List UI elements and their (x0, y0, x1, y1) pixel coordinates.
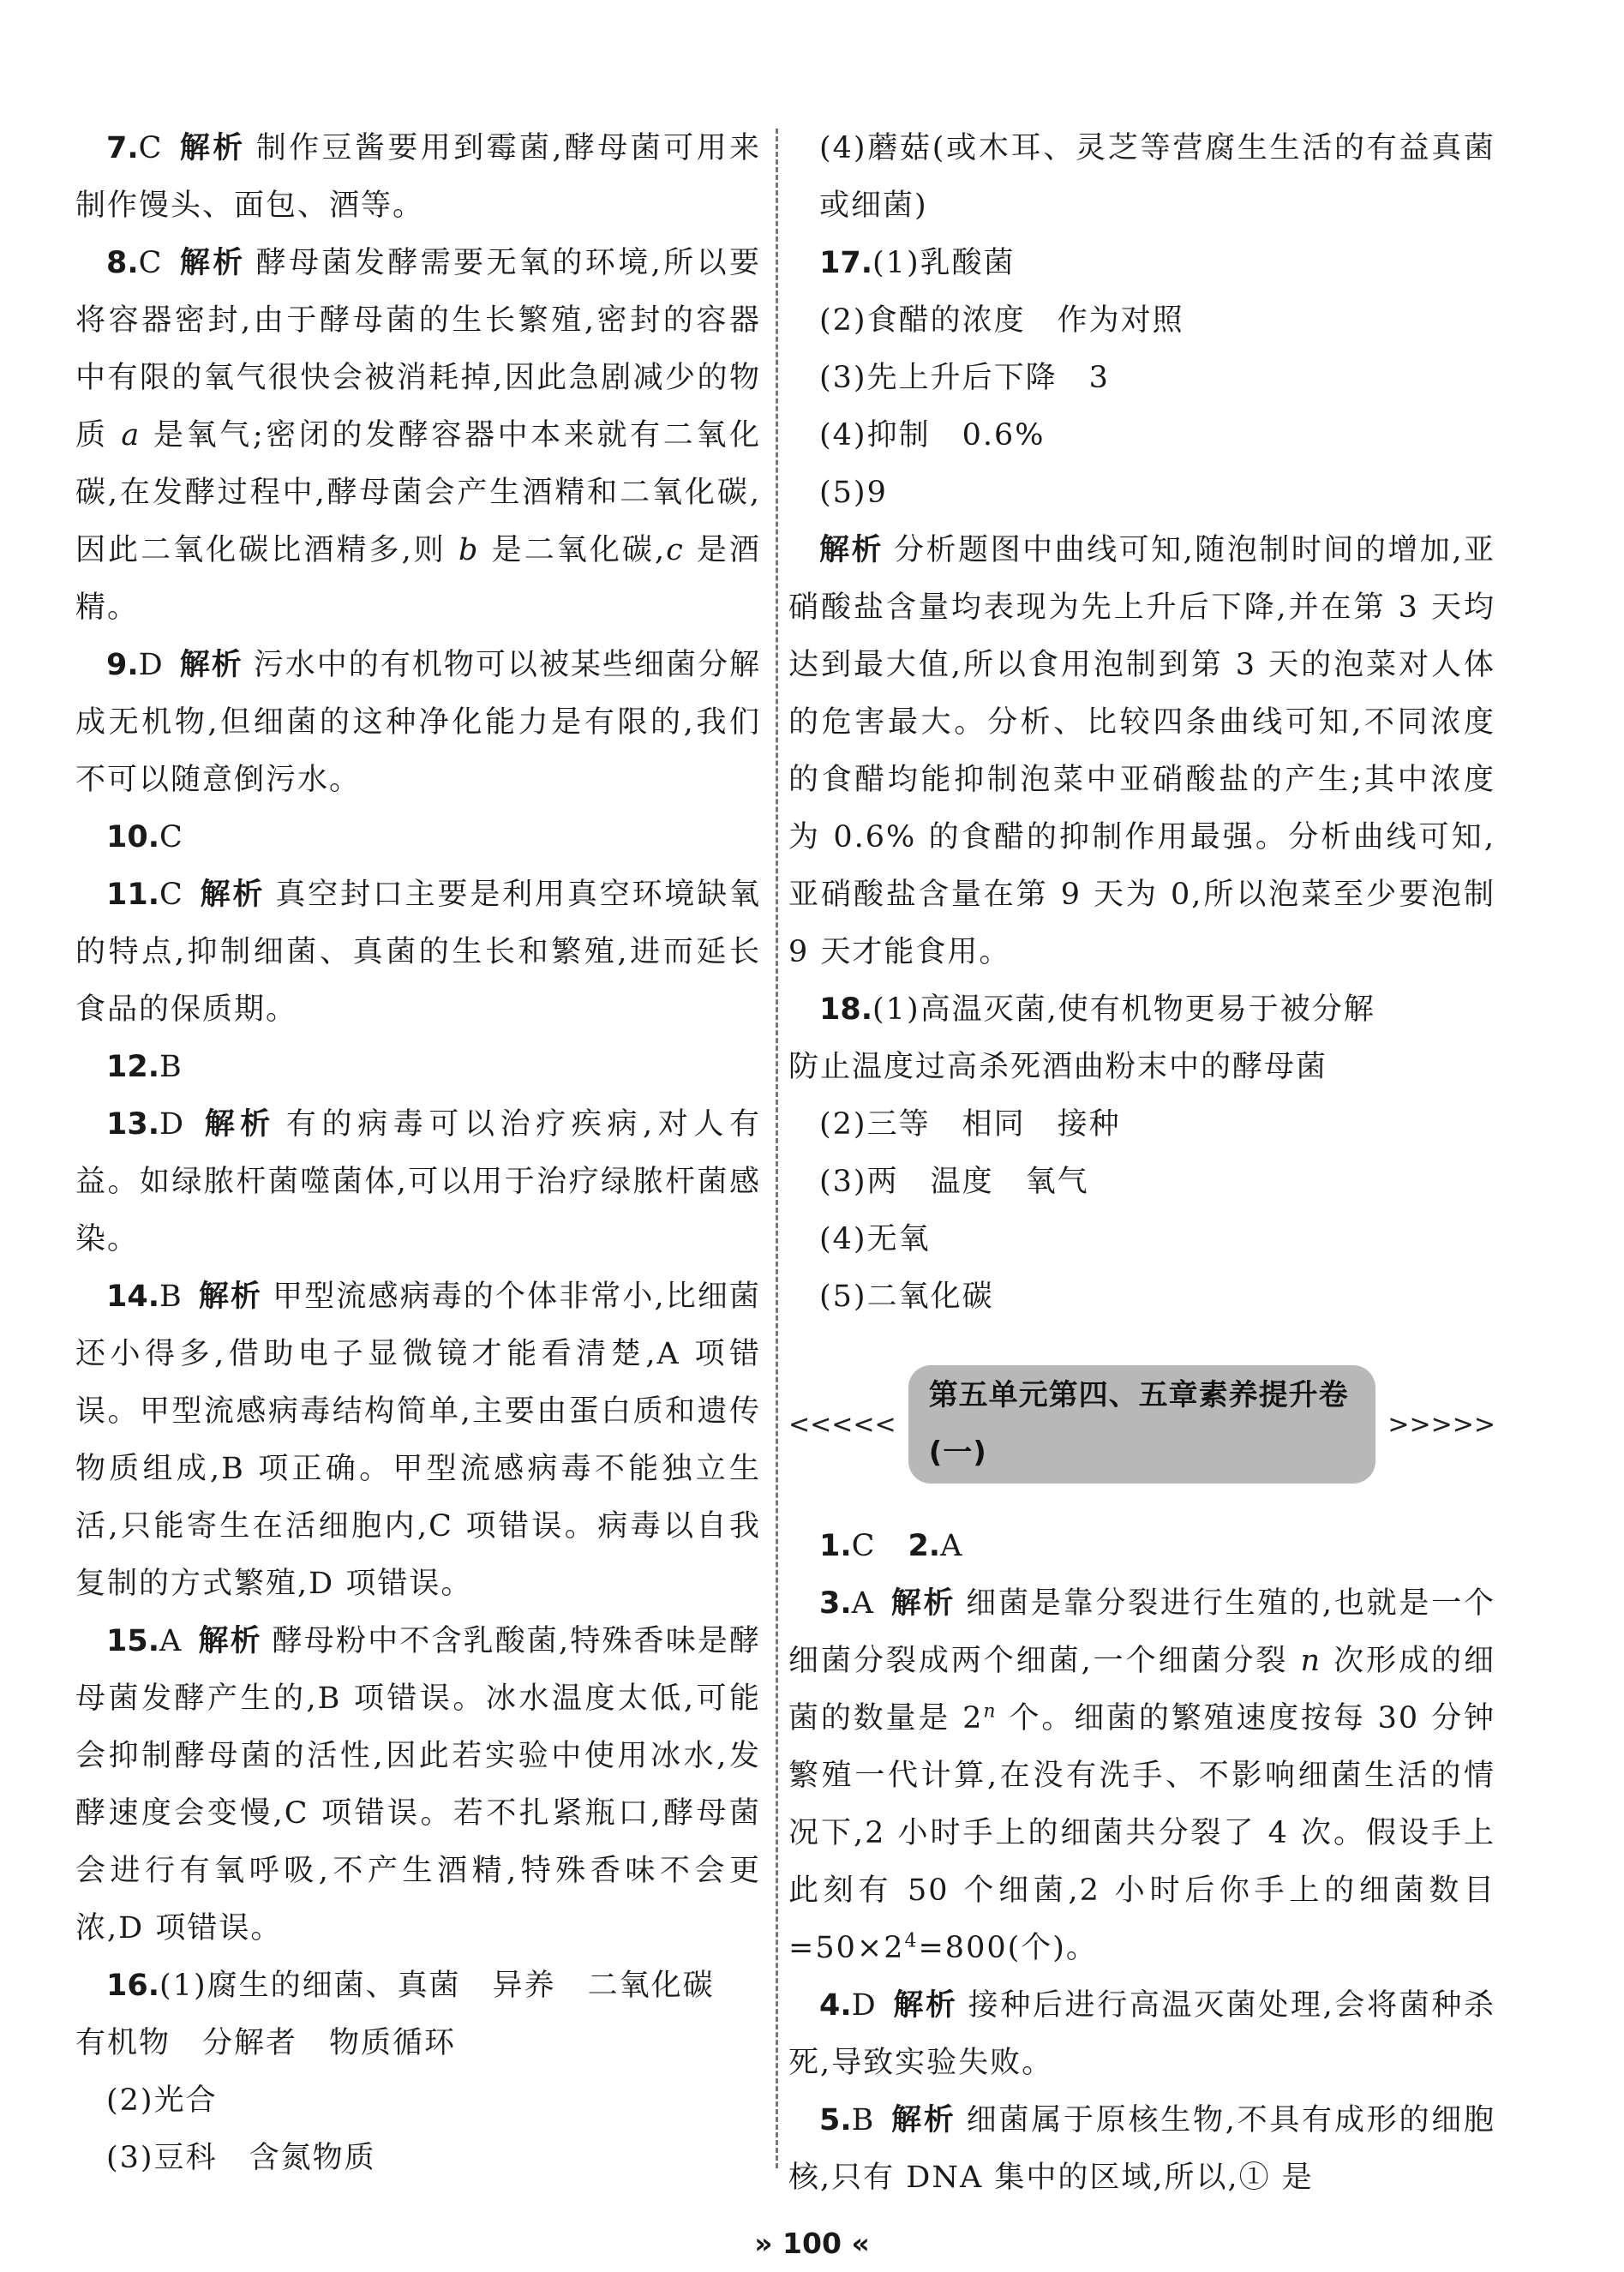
section-title: 第五单元第四、五章素养提升卷(一) (908, 1365, 1376, 1484)
answer-9: 9.D 解析 污水中的有机物可以被某些细菌分解成无机物,但细菌的这种净化能力是有限的,我们不可以随意倒污水。 (75, 648, 761, 797)
footer-left-mark: » (754, 2227, 773, 2260)
left-arrows: <<<<< (788, 1409, 896, 1440)
answer-16-line4: (3)豆科 含氮物质 (106, 2141, 376, 2175)
answer-16-line5: (4)蘑菇(或木耳、灵芝等营腐生生活的有益真菌或细菌) (819, 131, 1495, 223)
answer-17-line2: (2)食醋的浓度 作为对照 (819, 303, 1184, 338)
answer-18-line2: (2)三等 相同 接种 (819, 1107, 1121, 1142)
answer-13: 13.D 解析 有的病毒可以治疗疾病,对人有益。如绿脓杆菌噬菌体,可以用于治疗绿脓杆菌感染。 (75, 1107, 761, 1256)
answer-12: 12.B (106, 1050, 183, 1084)
answer-18-line1: 18.(1)高温灭菌,使有机物更易于被分解 (819, 992, 1375, 1027)
answer-17-line3: (3)先上升后下降 3 (819, 361, 1110, 395)
answer-17-analysis: 解析 分析题图中曲线可知,随泡制时间的增加,亚硝酸盐含量均表现为先上升后下降,并在第 3 天均达到最大值,所以食用泡制到第 3 天的泡菜对人体的危害最大。分析、比较四条曲线可知,不同浓度的食醋均能抑制泡菜中亚硝酸盐的产生;其中浓度为 0.6% 的食醋的抑制作用最强。分析曲线可知,亚硝酸盐含量在第 9 天为 0,所以泡菜至少要泡制 9 天才能食用。 (788, 533, 1495, 969)
answer-11: 11.C 解析 真空封口主要是利用真空环境缺氧的特点,抑制细菌、真菌的生长和繁殖,进而延长食品的保质期。 (75, 878, 761, 1027)
right-arrows: >>>>> (1387, 1409, 1495, 1440)
answer-17-line5: (5)9 (819, 476, 888, 510)
answer-16-line3: (2)光合 (106, 2083, 218, 2118)
page-footer (0, 2227, 1624, 2260)
answer-s3: 3.A 解析 细菌是靠分裂进行生殖的,也就是一个细菌分裂成两个细菌,一个细菌分裂 n 次形成的细菌的数量是 2$^n$ 个。细菌的繁殖速度按每 30 分钟繁殖一代计算,在没有洗手、不影响细菌生活的情况下,2 小时手上的细菌共分裂了 4 次。假设手上此刻有 50 个细菌,2 小时后你手上的细菌数目$=50\times 2^4=800$(个)。 (788, 1586, 1495, 1965)
answer-14: 14.B 解析 甲型流感病毒的个体非常小,比细菌还小得多,借助电子显微镜才能看清楚,A 项错误。甲型流感病毒结构简单,主要由蛋白质和遗传物质组成,B 项正确。甲型流感病毒不能独立生活,只能寄生在活细胞内,C 项错误。病毒以自我复制的方式繁殖,D 项错误。 (75, 1280, 761, 1601)
footer-right-mark: « (851, 2227, 870, 2260)
answer-7: 7.C 解析 制作豆酱要用到霉菌,酵母菌可用来制作馒头、面包、酒等。 (75, 131, 761, 223)
answer-s4: 4.D 解析 接种后进行高温灭菌处理,会将菌种杀死,导致实验失败。 (788, 1988, 1495, 2080)
answer-8: 8.C 解析 酵母菌发酵需要无氧的环境,所以要将容器密封,由于酵母菌的生长繁殖,密封的容器中有限的氧气很快会被消耗掉,因此急剧减少的物质 a 是氧气;密闭的发酵容器中本来就有二氧化碳,在发酵过程中,酵母菌会产生酒精和二氧化碳,因此二氧化碳比酒精多,则 b 是二氧化碳,c 是酒精。 (75, 246, 761, 625)
answer-18-line1b: 防止温度过高杀死酒曲粉末中的酵母菌 (788, 1050, 1328, 1084)
answer-10: 10.C (106, 820, 184, 854)
answer-18-line4: (4)无氧 (819, 1222, 931, 1256)
answer-17-line4: (4)抑制 0.6% (819, 418, 1046, 453)
section-header (788, 1365, 1495, 1484)
answer-17-line1: 17.(1)乳酸菌 (819, 246, 1016, 280)
answer-16-line1: 16.(1)腐生的细菌、真菌 异养 二氧化碳 (106, 1969, 715, 2003)
answer-16-line2: 有机物 分解者 物质循环 (75, 2026, 457, 2060)
left-column (75, 120, 761, 2187)
column-divider (776, 129, 778, 2168)
right-column (788, 120, 1495, 2207)
answer-18-line3: (3)两 温度 氧气 (819, 1165, 1089, 1199)
page-number: 100 (782, 2227, 842, 2260)
answer-s1-s2: 1.C 2.A (819, 1529, 964, 1563)
answer-s5: 5.B 解析 细菌属于原核生物,不具有成形的细胞核,只有 DNA 集中的区域,所以,① 是 (788, 2103, 1495, 2195)
answer-18-line5: (5)二氧化碳 (819, 1280, 994, 1314)
answer-15: 15.A 解析 酵母粉中不含乳酸菌,特殊香味是酵母菌发酵产生的,B 项错误。冰水温度太低,可能会抑制酵母菌的活性,因此若实验中使用冰水,发酵速度会变慢,C 项错误。若不扎紧瓶口,酵母菌会进行有氧呼吸,不产生酒精,特殊香味不会更浓,D 项错误。 (75, 1624, 761, 1945)
